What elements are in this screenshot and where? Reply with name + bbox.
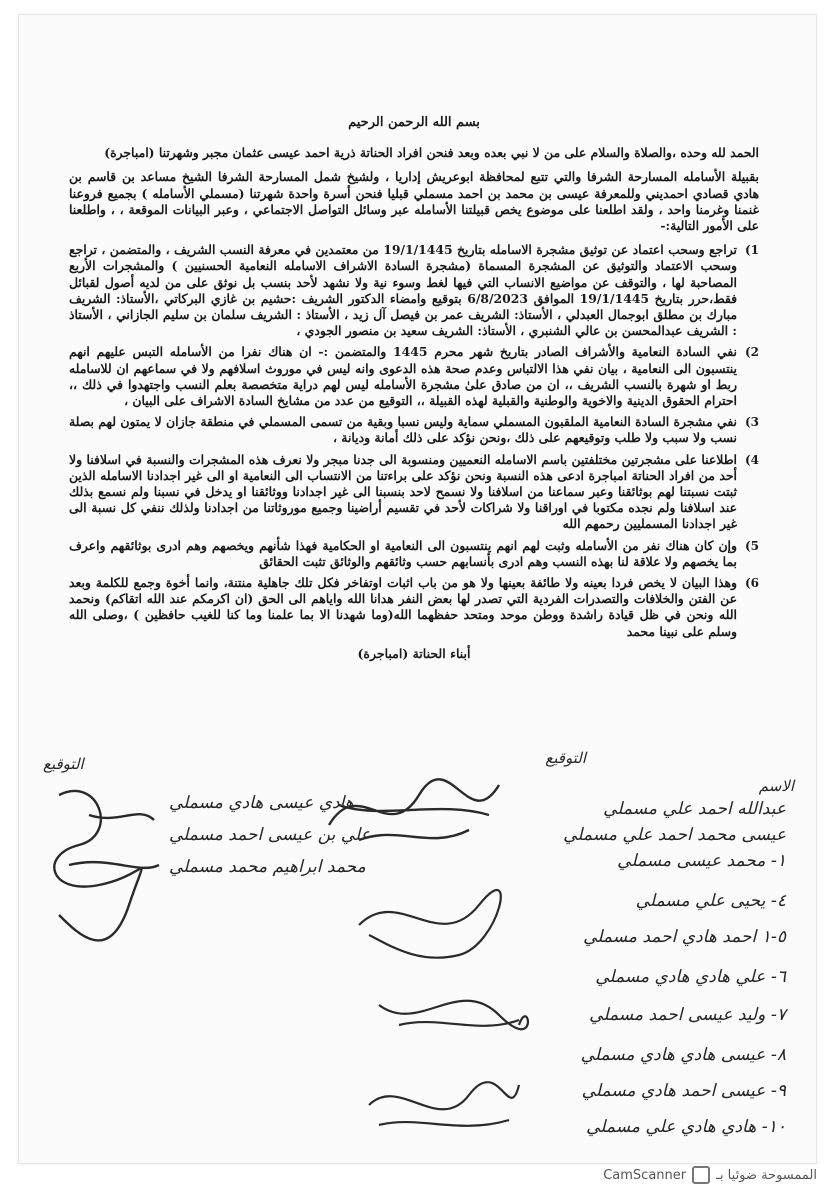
camscanner-logo-icon — [692, 1166, 710, 1184]
handwritten-name: ١٠- هادي هادي علي مسملي — [586, 1117, 786, 1137]
scanner-app-name: CamScanner — [603, 1167, 687, 1183]
statement-item — [69, 414, 759, 446]
basmala: بسم الله الرحمن الرحيم — [348, 115, 480, 130]
item-text: تراجع وسحب اعتماد عن توثيق مشجرة الاسامله بتاريخ 19/1/1445 من معتمدين في معرفة النسب الشريف ، والمتضمن ، تراجع وسحب الاعتماد والتوثيق عن المشجرة المسماة (مشجرة السادة الاشراف الاسامله النعامية الحسنيين ) والمشجرات الأربع المصاحبة لها ، والتوقف عن مواضيع الانساب التي فيها لغط وسوء نية ولا نشهد لأحد بنسب بل نوثق على من لديه أصول لقبائل فقط،حرر بتاريخ 19/1/1445 الموافق 6/8/2023 بتوقيع وامضاء الدكتور الشريف :حشيم بن غازي البركاتي ،الأستاذ: الشريف مبارك بن مطلق ابوجمال العبدلي ، الأستاذ: الشريف عمر بن فيصل آل زيد ، الأستاذ : الشريف سلمان بن سليم الجازاني ، الأستاذ : الشريف عبدالمحسن بن عالي الشنبري ، الأستاذ: الشريف سعيد بن منصور الجودي ، — [69, 242, 738, 339]
right-signature-header: التوقيع — [545, 749, 586, 767]
statement-item — [69, 242, 759, 339]
scanned-with-label: الممسوحة ضوئيا بـ — [716, 1167, 817, 1183]
document-body — [69, 115, 759, 662]
signature-scribble — [319, 765, 509, 855]
statement-item — [69, 452, 759, 533]
item-number: 1) — [744, 243, 759, 258]
statement-item — [69, 344, 759, 409]
item-number: 4) — [744, 452, 759, 467]
handwritten-name: عيسى محمد احمد علي مسملي — [563, 825, 786, 845]
name-column-label: الاسم — [758, 777, 794, 795]
handwritten-name: ٥-١ احمد هادي احمد مسملي — [583, 927, 786, 947]
scanner-footer — [603, 1166, 817, 1184]
handwritten-name: ٩- عيسى احمد هادي مسملي — [581, 1081, 786, 1101]
scanned-page — [18, 14, 817, 1164]
statement-item — [69, 538, 759, 570]
item-number: 6) — [744, 576, 759, 591]
signature-scribble — [349, 885, 509, 965]
left-signature-header: التوقيع — [43, 755, 84, 773]
item-number: 5) — [744, 538, 759, 553]
item-text: نفي السادة النعامية والأشراف الصادر بتاريخ شهر محرم 1445 والمتضمن :- ان هناك نفرا من الأسامله التبس عليهم انهم ينتسبون الى النعامية ، بيان نفي هذا الالتباس وعدم صحة هذه الدعوى وانه ليس في موروث اسلافهم ولا في سماعهم ان للاسامله ربط او شهرة بالنسب الشريف ،، ان من صادق علىٰ مشجرة الأسامله ليس لهم دراية متخصصة بعلم النسب واجتهدوا في ذلك ،، احترام الحقوق الدينية والاخوية والوطنية والقبلية لهذه القبيلة ،، التوقيع من عدد من مشايخ السادة الاشراف على البيان ، — [69, 344, 737, 409]
signature-scribble — [39, 775, 169, 945]
intro-paragraph-1: الحمد لله وحده ،والصلاة والسلام على من لا نبي بعده وبعد فنحن افراد الحناتة ذرية احمد عيسى عثمان مجبر وشهرتنا (امباجرة) — [104, 145, 759, 161]
item-number: 3) — [744, 415, 759, 430]
item-text: نفي مشجرة السادة النعامية الملقبون المسملي سماية وليس نسبا وبقية من تسمى المسملي في منطقة جازان لا يمتون لهم بصلة نسب ولا سبب ولا طلب وتوقيعهم على ذلك ،ونحن نؤكد على ذلك أمانة وديانة ، — [69, 414, 737, 446]
handwritten-name: محمد ابراهيم محمد مسملي — [169, 857, 366, 877]
item-number: 2) — [744, 345, 759, 360]
handwritten-name: ١- محمد عيسى مسملي — [617, 851, 786, 871]
handwritten-name: ٨- عيسى هادي هادي مسملي — [580, 1045, 786, 1065]
signatories-title: أبناء الحناتة (امباجرة) — [357, 645, 471, 661]
statement-item — [69, 575, 759, 640]
item-text: وهذا البيان لا يخص فردا بعينه ولا طائفة بعينها ولا هو من باب اثبات اوتفاخر فكل تلك جاهلية منتنة، وانما أخوة وجمع للكلمة وبعد عن الفتن والخلافات والتصدرات الفردية التي تصدر لها بعض النفر هدانا الله واياهم الى الحق (ان اكرمكم عند الله اتقاكم) ونحمد الله ونحن في ظل قيادة راشدة ووطن موحد ومتحد حفظهما الله(وما شهدنا الا بما علمنا وما كنا للغيب حافظين ) ،وصلى الله وسلم على نبينا محمد — [69, 575, 737, 639]
handwritten-name: علي بن عيسى احمد مسملي — [169, 825, 371, 845]
handwritten-name: ٤- يحيى علي مسملي — [635, 891, 786, 911]
intro-paragraph-2: بقبيلة الأسامله المسارحة الشرفا والتي تتبع لمحافظة ابوعريش إداريا ، ولشيخ شمل المسارحة الشرفا الشيخ مساعد بن قاسم بن هادي قصادي احمديني وللمعرفة عيسى بن محمد بن احمد مسملي قبليا فنحن أسرة واحدة شهرتنا (مسملي الأسامله ) بجميع فروعنا غنمنا وغرمنا واحد ، ولقد اطلعنا على موضوع يخص قبيلتنا الأسامله عبر وسائل التواصل الاجتماعي ، وعبر البيانات الموقعة ، ، واطلعنا على الأمور التالية:- — [69, 169, 759, 234]
statement-items — [69, 242, 759, 640]
item-text: اطلاعنا على مشجرتين مختلفتين باسم الاسامله النعميين ومنسوبة الى جدنا مبجر ولا نعرف هذه المشجرات والنسبة في اسلافنا ولا أحد من افراد الحناتة امباجرة ادعى هذه النسبة ونحن نؤكد على براءتنا من الانتساب الى النعامية او الى غير اجدادنا الاسامله الذين ثبتت نسبتنا لهم بوثائقنا وعبر سماعنا من اسلافنا ولا نسمح لاحد بنسبنا الى غير اجدادنا ووثائقنا او يدخل في نسبنا ولم نسمع بذلك عند اسلافنا ولم نجده مكتوبا في اوراقنا ولا شراكات لأحد في تقسيم أراضينا وجميع موروثاتنا من اجدادنا ولذلك ننفي كل نسبة الى غير اجدادنا المسمليين رحمهم الله — [69, 451, 737, 532]
handwritten-name: هادي عيسى هادي مسملي — [169, 793, 354, 813]
handwritten-name: ٦- علي هادي هادي مسملي — [595, 967, 786, 987]
signatures-area — [19, 745, 816, 1155]
handwritten-name: ٧- وليد عيسى احمد مسملي — [589, 1005, 786, 1025]
signature-scribble — [359, 1065, 529, 1145]
handwritten-name: عبدالله احمد علي مسملي — [603, 799, 786, 819]
signature-scribble — [369, 975, 539, 1045]
item-text: وإن كان هناك نفر من الأسامله وثبت لهم انهم ينتسبون الى النعامية او الحكامية فهذا شأنهم ويخصهم وهم ادرى بوثائقهم واعرف بما يخصهم ولا علاقة لنا بهذه النسب وهم ادرى بأنسابهم حسب وثائقهم والوثائق تثبت الحقائق — [69, 537, 737, 569]
